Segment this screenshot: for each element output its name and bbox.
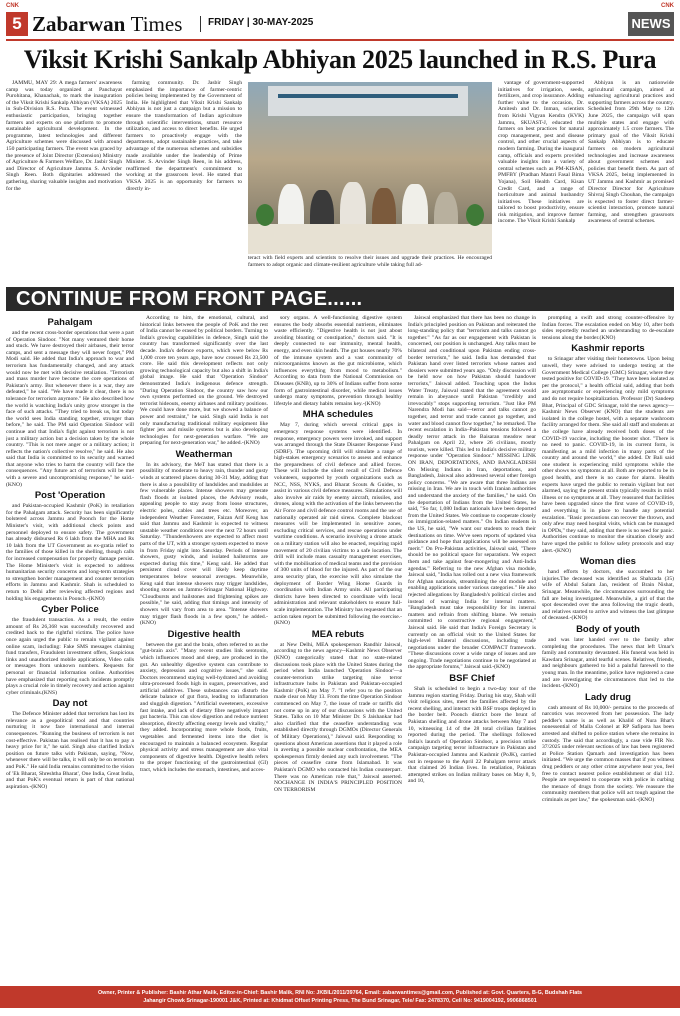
page-number: 5 xyxy=(6,12,28,36)
story-heading: BSF Chief xyxy=(449,673,495,685)
photo-plant xyxy=(466,204,484,226)
continued-column-5 xyxy=(542,315,674,983)
story-text: and Pakistan-occupied Kashmir (PoK) in retaliation for the Pahalgam attack. Security has been significantly bolstered across Jammu and Poonch for the Home Minister's visit, with additional check points and personnel deployed to ensure safety. The government has already disbursed Rs 6 lakh from the MHA and Rs 10 lakh from the UT Government as ex-gratia relief to the families of those killed in the shelling, though calls for increased compensation for properly damage persist. The Home Minister's visit is expected to address humanitarian security concerns and long-term strategies to strengthen border management and counter terrorism efforts in Jammu and Kashmir. Shah is scheduled to return to Delhi after reviewing affected regions and holding his engagements in Poonch.-(KNO) xyxy=(6,503,134,602)
corner-mark-right: CNK xyxy=(661,3,674,9)
story-text: to Srinagar after visiting their hometowns. Upon being unwell, they were advised to undergo testing at the Government Medical College (GMC) Srinagar, where they tested positive for COVID-19. "They have been isolated as per the protocol," a health official said, adding that both are asymptomatic or experiencing only mild symptoms and do not require hospitalization. Professor (Dr) Sandeep Bhat, Principal of GDC Srinagar, told the news agency—Kashmir News Observer (KNO) that the students are isolated in the college hostel, with a separate washroom facility arranged for them. She said all staff and students at the college have already received both doses of the COVID-19 vaccine, including the booster shot. "There is no need to panic. COVID-19, in its current form, is manifesting as a mild infection in many parts of the country and around the world," she added. Dr Bali said one student is experiencing mild symptoms while the other shows no symptoms at all. Both are reported to be in good health, and there is no cause for alarm. Health experts have urged the public to remain vigilant but not alarmed, saying the present strain typically results in mild illness or no symptoms at all. They reassured that facilities have been upgraded since the first wave of COVID-19, and everything is in place to handle any potential escalation. "Basic precautions can recover the thrown, and only afew may need hospital visits, which can be managed in OPDs," they said, adding that there is no need for panic. Authorities continue to monitor the situation closely and have urged the public to follow safety protocols and stay alert.-(KNO) xyxy=(542,356,674,554)
story-heading: Post 'Operation xyxy=(34,490,106,502)
photo-caption xyxy=(248,255,492,268)
lead-column-1 xyxy=(6,80,122,284)
story-text: hand efforts by doctors, she succumbed to her injuries.The deceased was identified as Shahzada (35) wife of Abdul Salam Jan, resident of Brain Nishat, Srinagar. Meanwhile, the circumstances surrounding the fall are being investigated. Meanwhile, a girl of that the spot descended over the area following the tragic death, and relatives started to arrive and witness the last glimpse of deceased.-(KNO) xyxy=(542,569,674,622)
story-text: Jaiswal emphasized that there has been no change in India's principled position on Pakistan and reiterated the long-standing policy that "terrorism and talks cannot go together." "As far as our engagement with Pakistan is concerned, our position is unchanged. Any talks must be bilateral and conditional upon Pakistan ending cross-border terrorism," he said. India has demanded that Pakistan hand over listed terrorists whose names and dossiers were submitted years ago. "Only discussion will be held now on how Pakistan should handover terrorists," Jaiswal added. Touching upon the Indus Water Treaty, Jaiswal stated that the agreement would remain in abeyance until Pakistan "credibly and irrevocably" stops supporting terrorism. "Just like PM Narendra Modi has said—terror and talks cannot go together, and terror and trade cannot go together, and water and blood cannot flow together," he remarked. The recent escalation in India–Pakistan tensions followed a deadly terror attack in the Baisaran meadow near Pahalgam on April 22, where 26 civilians, mostly tourists, were killed. This led to India's decisive military response under "Operation Sindoor." MISSING LINK ON IRAN, DEPORTATIONS, AND BANGLADESH On Missing Indians in Iran, deportations, and Bangladesh, Jaiswal also addressed several other foreign policy concerns. "We are aware that three Indians are missing in Iran. We are in touch with Iranian authorities and understand the anxiety of the families," he said. On the deportation of Indians from the United States, he said, "So far, 1,080 Indian nationals have been deported from the United States. We continue to cooperate closely on immigration-related matters." On Indian students in the US, he said, "We want our students to reach their destinations on time. We've seen reports of updated visa guidance and hope that applications will be assessed on merit." On Pro-Pakistan activities, Jaiswal said, "There should be no political space for separatism. We expect them and take against fear-mongering and Anti-India agendas." Referring to the new Afghan visa module, Jaiswal said, "India has rolled out a new visa framework for Afghan nationals, streamlining the old module and enabling applications under various categories." He also rejected allegations by Bangladesh's political circles and instead of warning India for internal matters. "Bangladesh must take responsibility for its internal matters and refrain from shifting blame. We remain committed to constructive regional engagement," Jaiswal said. He said that India's Foreign Secretary is currently on an official visit to the United States for high-level bilateral discussions, including trade negotiations under the broader COMPACT framework. "These discussions cover a wide range of issues and are ongoing. Trade negotiations continue to be negotiated at the appropriate forums," Jaiswal said.-(KNO) xyxy=(408,315,536,671)
imprint-line-2: Jahangir Chowk Srinagar-190001 J&K, Printed at: Khidmat Offset Printing Press, The Bund Srinagar, Tele/ Fax: 2478370, Cell No: 9419004192, 9906868501 xyxy=(143,998,537,1004)
story-text: Shah is scheduled to begin a two-day tour of the Jammu region starting Friday. During his stay, Shah will visit religious sites, meet the families affected by the recent shelling, and interact with BSF troops deployed in the border belt. Poonch district bore the brunt of Pakistan shelling and drone attacks between May 7 and 10, witnessing 14 of the 28 total civilian fatalities reported during the period. The shellings followed India's launch of Operation Sindoor, a precision strike campaign targeting terror infrastructure in Pakistan and Pakistan-occupied Jammu and Kashmir (PoJK), carried out in response to the April 22 Pahalgam terror attack that claimed 26 Indian lives. In retaliation, Pakistan attempted strikes on Indian military bases on May 8, 9, and 10, xyxy=(408,686,536,785)
story-text: In its advisory, the MeT has stated that there is a possibility of moderate to heavy rain, thunder and gusty winds at scattered places during 30-31 May, adding that there is also a possibility of landslides and mudslides at few vulnerable places. Intense showers may generate flash floods at isolated places, the Advisory reads, appealing people to stay away from loose structures, electric poles, cables and trees etc. Moreover, an independent Weather Forecaster, Faizan Arif Keng has said that Jammu and Kashmir is expected to witness unstable weather conditions over the next 72 hours until Saturday. "Thundershowers are expected to affect most parts of the UT, with a stronger system expected to move in from Friday night into Saturday. Periods of intense showers, gusty winds, and isolated hailstorms are expected during this time," Keng said. He added that persistent cloud cover will likely keep daytime temperatures below seasonal averages. Meanwhile, Keng said that intense showers may trigger landslides, shooting stones on Jammu-Srinagar National Highway. "Cloudbursts and hailstones and frightening spikes are possible," he said, adding that timings and intensity of showers will vary from area to area. "Intense showers may trigger flash floods in a few spots," he added.-(KNO) xyxy=(140,461,268,627)
lead-column-5 xyxy=(498,80,584,284)
story-heading: Lady drug xyxy=(585,691,631,703)
event-photo xyxy=(248,82,492,254)
story-heading: Cyber Police xyxy=(41,604,99,616)
paper-name-suffix: Times xyxy=(130,12,183,36)
story-text: the fraudulent transaction. As a result, the entire amount of Rs 26,368 was successfully recovered and credited back to the rightful victims. The police have once again urged the public to remain vigilant against online scam, including: Fake SMS messages claiming fund transfers, Fraudulent investment offers, Suspicious links and unauthorized mobile applications, Video calls or messages from unknown numbers. Requests for personal or financial information online. Authorities have emphasized that reporting such incidents promptly plays a crucial role in timely recovery and action against cyber criminals.(KNS) xyxy=(6,617,134,696)
caption-right: and upgrade their practices. He encouraged farmers to adopt organic and climate-resilient agriculture while taking full ad- xyxy=(248,255,492,268)
section-label: NEWS xyxy=(628,12,674,36)
corner-mark-left: CNK xyxy=(6,3,19,9)
story-heading: MEA rebuts xyxy=(311,628,365,640)
story-text: sory organs. A well-functioning digestive system ensures the body absorbs essential nutrients, eliminates waste efficiently. "Digestive health is not just about avoiding bloating or constipation," doctors said. "It is deeply connected to our immunity, mental health, energy, and even skin health. The gut houses nearly 70% of the immune system and a vast community of microorganisms known as the gut microbiome, which influences everything from mood to metabolism." According to data from the National Commission on Diseases (KNB), up to 30% of Indians suffer from some form of gastrointestinal disorder, while medical issues undergo many symptoms, prevention through healthy lifestyle and dietary habits remains key.-(KNO) xyxy=(274,315,402,407)
story-heading: MHA schedules xyxy=(302,409,374,421)
continued-column-4 xyxy=(408,315,536,983)
masthead-divider xyxy=(200,16,201,32)
story-heading: Kashmir reports xyxy=(571,343,645,355)
lead-headline: Viksit Krishi Sankalp Abhiyan 2025 launched in R.S. Pura xyxy=(23,45,657,74)
story-text: at New Delhi, MEA spokesperson Randhir Jaiswal, according to the news agency--Kashmir News Observer (KNO) categorically stated that no state-related discussions took place with the United States during the period when India launched 'Operation Sindoor'—a counter-terrorism strike targeting nine terror infrastructure hubs in Pakistan and Pakistan-occupied Kashmir (PoK) on May 7. "I refer you to the position made clear on May 13. From the time Operation Sindoor commenced on May 7, the issue of trade or tariffs did not come up in any of our discussions with the United States. Talks on 10 Mar Minister Dr. S Jaishankar had also clarified that the ceasefire understanding was established directly through DGMOs (Director Generals of Military Operations)," Jaiswal said. Responding to questions about American assertions that it played a role in averting a possible nuclear confrontation, the MEA spokesperson firmly denied any such involvement. "The pieces of ceasefire came from Islamabad. It was Pakistan's DGMO who contacted his Indian counterpart. There was no American role that," Jaiswal asserted. NOCHANGE IN INDIA'S PRINCIPLED POSITION ON TERRORISM xyxy=(274,641,402,793)
imprint-line-1: Owner, Printer & Publisher: Bashir Athar Malik, Editor-in-Chief: Bashir Malik, RNI No: JKBIL/2011/39764, Email: zabarwantimes@gmail.com, Published at: Govt. Quarters, B-G, Budshah Flats xyxy=(97,990,583,996)
story-text: and was later handed over to the family after completing the procedures. The news that left Umar's family and community devastated. His funeral was held in Kawdara Srinagar, amid tearful scenes. Relatives, friends, and neighbours gathered to bid a painful farewell to the young man. In the meantime, police have registered a case and are investigating the circumstances that led to the incident.-(KNO) xyxy=(542,636,674,690)
story-text: The Defence Minister added that terrorism has lost its relevance as a geopolitical tool and that countries nurturing it now face international and internal consequences. "Running the business of terrorism is not cost-effective. Pakistan has realised that it has to pay a heavy price for it," he said. Singh also clarified India's position on future talks with Pakistan, saying, "Now, whenever there will be talks, it will only be on terrorism and PoK." He said India remains committed to the vision of 'Ek Bharat, Shreshtha Bharat', One India, Great India, and that PoK's eventual return is part of that national aspiration.-(KNO) xyxy=(6,711,134,790)
photo-table xyxy=(248,224,492,254)
story-heading: Body of youth xyxy=(576,623,640,635)
continue-banner: CONTINUE FROM FRONT PAGE...... xyxy=(6,287,674,311)
continued-column-3 xyxy=(274,315,402,983)
story-text: prompting a swift and strong counter-offensive by Indian forces. The escalation ended on May 10, after both sides reportedly reached an understanding to de-escalate tensions along the border.(KNO) xyxy=(542,315,674,341)
caption-left: teract with field experts and scientists to resolve their issues xyxy=(248,255,390,261)
lead-column-6 xyxy=(588,80,674,284)
issue-date: FRIDAY | 30-MAY-2025 xyxy=(208,17,314,28)
lead-col2-text: farming community. Dr. Jasbir Singh emphasized the importance of farmer-centric policies being implemented by the Government of India. He highlighted that Viksit Krishi Sankalp Abhiyan is not just a campaign but a mission to ensure the transformation of Indian agriculture through scientific interventions, smart resource utilization, and access to direct benefits. He urged farmers to proactively engage with the departments, adopt sustainable practices, and take advantage of the numerous schemes and subsidies made available under the leadership of Prime Minister. S. Arvinder Singh Reen, in his address, reaffirmed the department's commitment to working at the grassroots level. He stated that VKSA 2025 is an opportunity for farmers to directly in- xyxy=(126,80,242,192)
continued-column-1 xyxy=(6,315,134,983)
story-heading: Weatherman xyxy=(175,448,233,460)
story-heading: Day not xyxy=(52,698,88,710)
story-heading: Pahalgam xyxy=(47,317,93,328)
lead-column-2 xyxy=(126,80,242,284)
story-heading: Digestive health xyxy=(167,628,241,640)
story-text: cash amount of Rs 10,000/- pertains to the proceeds of narcotics was recovered from her possession. The lady peddler's name is as well as Khalid of Nura Bhat's nonessential of Malla Colonel at RP Safipora has been arrested and shifted to police station where she remains in custody. The said that accordingly, a case vide FIR No. 37/2025 under relevant sections of law has been registered at Police Station Qamarh and investigation has been initiated. "We urge the common masses that if you witness drug peddlers or any other crime anywhere near you, feel free to contact nearest police establishment or dial 112. People are requested to cooperate with police in curbing the menace of drugs from the society. We reassure the community members that police will act tough against the criminals as per law," the spokesman said.-(KNO) xyxy=(542,704,674,803)
story-text: between the gut and the brain, often referred to as the "gut-brain axis". "Many recent studies link serotonin, which influences mood and sleep, are produced in the gut. An unhealthy digestive system can contribute to anxiety, depression and cognitive issues," she said. Doctors recommend staying well-hydrated and avoiding ultra-processed foods high in sugars, preservatives, and artificial additives. These substances can disturb the delicate balance of gut flora, leading to inflammation and sluggish digestion. "Artificial sweeteners, excessive fast intake, and lack of dietary fibre negatively impact gut bacteria. This can slow digestion and reduce nutrient absorption, directly affecting energy levels and vitality," they added. Incorporating more whole foods, fruits, vegetables and fermented items into the diet is encouraged to maintain a balanced ecosystem. Regular physical activity and stress management are also vital components of digestive health. Digestive health refers to the proper functioning of the gastrointestinal (GI) tract, which includes the stomach, intestines, and acces- xyxy=(140,641,268,773)
masthead xyxy=(0,10,680,38)
masthead-rule xyxy=(6,39,674,41)
imprint-footer xyxy=(0,986,680,1008)
story-text: May 7, during which several critical gaps in emergency response systems were identified. In response, emergency powers were invoked, and support was arranged through the State Disaster Response Fund (SDRF). The upcoming drill will simulate a range of high-stakes emergency scenarios to assess and enhance the preparedness of civil defence and allied forces. These will include the silent recall of Civil Defence volunteers, supported by youth organizations such as NCC, NSS, NYKS, and Bharat Scouts & Guides, to assist in various civil defence measures. Simulations will also involve air raids by enemy aircraft, missiles, and drones, along with the activation of the links between the Air Force and civil defence control rooms and the use of nationally operated air raid sirens. Complete blackout measures will be implemented in sensitive zones, excluding critical services, and rescue operations under wartime conditions. A scenario involving a drone attack on a military station will also be enacted, requiring rapid movement of 20 civilian victims to a safe location. The drill will include mass casualty management exercises, with the mobilisation of medical teams and the provision of 300 units of blood for the injured. As part of the our area security plan, the exercise will also simulate the deployment of Border Wing Home Guards in coordination with Indian Army units. All participating districts have been directed to coordinate with local administration and relevant stakeholders to ensure full-scale implementation. The Ministry has requested that an action taken report be submitted following the exercise.-(KNO) xyxy=(274,422,402,627)
lead-col5-text: vantage of government-supported initiatives for irrigation, seeds, fertilizers, and crop insurance. Adding further value to the occasion, Dr. Amitesh and Dr. Inman, scientists from Krishi Vigyan Kendra (KVK) Jammu, SKUAST-J, educated the farmers on best practices for natural crop management, pest and disease control, and other crucial aspects of modern farming. During the inaugural camp, officials and experts provided valuable insights into a variety of central schemes such as PM-KISAN, PMFBY (Pradhan Mantri Fasal Bima Yojana), Soil Health Card, Kisan Credit Card, and a range of horticulture and animal husbandry initiatives. These initiatives are tailored to boost productivity, ensure risk mitigation, and improve farmer income. The Viksit Krishi Sankalp xyxy=(498,80,584,225)
continued-column-2 xyxy=(140,315,268,983)
story-text: According to him, the emotional, cultural, and historical links between the people of PoK and the rest of India cannot be erased by political borders. Turning to India's growing capabilities in defence, Singh said the country has transformed significantly over the last decade. India's defence exports, which were below Rs 1,000 crore ten years ago, have now crossed Rs 23,500 crore. He said this development reflects not only growing technological capacity but also a shift in India's global image. He said that 'Operation Sindoor' demonstrated India's indigenous defence strength. "During Operation Sindoor, the country saw how our own systems performed on the ground. We destroyed terrorist hideouts, enemy airbases and military positions. We could have done more, but we showed a balance of power and restraint," he said. Singh said India is not only manufacturing traditional military equipment like fighter jets and missile systems but is also developing technologies for next-generation warfare. "We are preparing for next-generation war," he added.-(KNO) xyxy=(140,315,268,447)
story-heading: Woman dies xyxy=(580,556,636,568)
lead-col6-text: Abhiyan is an nationwide agricultural campaign, aimed at enhancing agricultural practices and supporting farmers across the country. Scheduled from 29th May to 12th June 2025, the campaign will span multiple states and engage with approximately 1.5 crore farmers. The primary goal of the Viksit Krishi Sankalp Abhiyan is to educate farmers on modern agricultural technologies and increase awareness about government schemes and policies that benefit them. As part of VKSA 2025, being implemented in UT Jammu and Kashmir as promised Director Director for Agriculture Shivraj Singh Chouhan, the campaign is expected to foster direct farmer-scientist interaction, promote natural farming, and strengthen grassroots awareness of central schemes. xyxy=(588,80,674,225)
story-text: and the recent cross-border operations that were a part of Operation Sindoor. "Not many ventured their home and stuck. We have destroyed their airbases, their terror camps, and sent a message they will never forget," PM Modi said. He added that India's approach to war and terrorism has fundamentally changed, and any attack would now be met with decisive retaliation. "Terrorism and mass murder have become the core operations of Pakistan's army. But whenever there is a war, they are defeated," he said. "We have made it clear, there is no tolerance for terrorism anymore." He also described how the world is watching India's unity grow stronger in the face of such attacks. "They tried to break us, but today the world sees India standing together, stronger than before," he said. The PM said Operation Sindoor will continue and that India's fight against terrorism is not just a military action but a decision taken by the whole country. "This is not mere anger or a military action; it reflects the nation's collective resolve," he said. He also said that India is committed to its security and warned that anyone who tries to harm the country will face the consequences. "Any future act of terrorism will be met with a severe and uncompromising response," he said.-(KNO) xyxy=(6,330,134,488)
photo-stage-banner xyxy=(268,86,468,116)
paper-name-main: Zabarwan xyxy=(32,12,126,36)
lead-col1-text: JAMMU, MAY 29: A mega farmers' awareness camp was today organized at Panchayat Purohitana, Khanachak, to mark the inauguration of the Viksit Krishi Sankalp Abhiyan (VKSA) 2025 in Suh-Division R.S. Pura. The event witnessed enthusiastic participation, bringing together farmers and experts on one platform to promote sustainable agricultural development. In the programme, latest technologies and different Agriculture schemes were discussed with around 150 participating farmers. The event was graced by the presence of Joint Director (Extension) Ministry of Agriculture & Farmers Welfare, Dr. Jasbir Singh and Director of Agriculture Jammu S. Arvinder Singh Reen. Both dignitaries addressed the gathering, sharing valuable insights and motivation for the xyxy=(6,80,122,192)
newspaper-name xyxy=(32,12,182,36)
photo-plant xyxy=(256,204,274,226)
